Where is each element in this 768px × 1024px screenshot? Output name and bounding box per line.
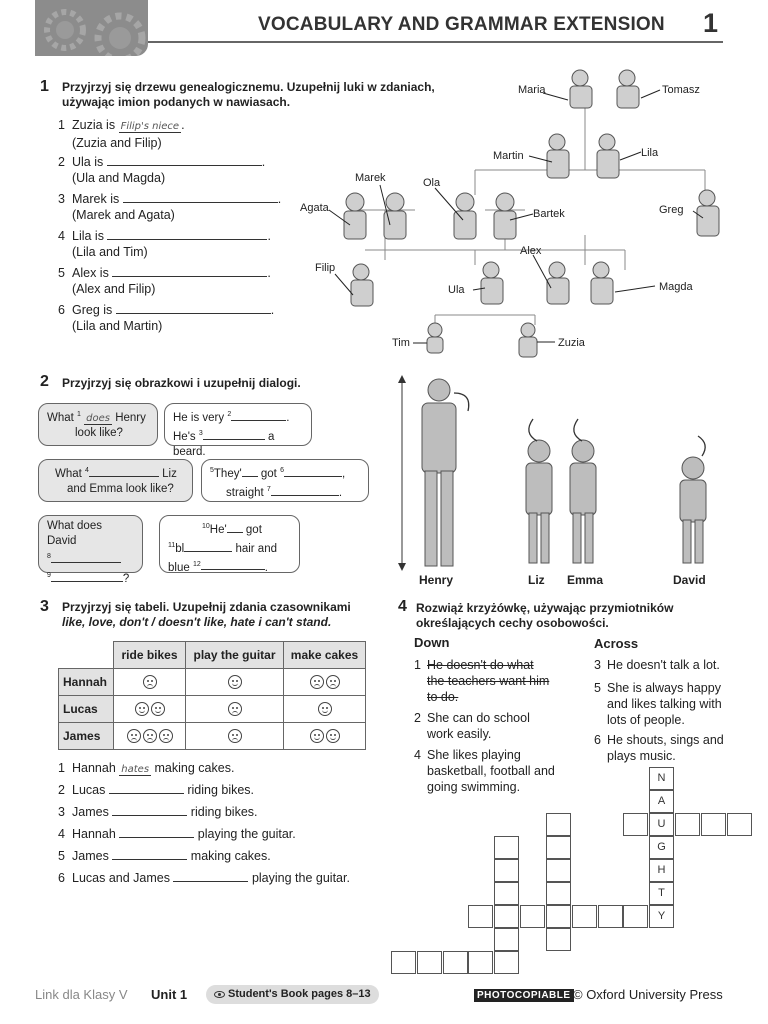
tree-name: Ola bbox=[423, 177, 441, 189]
down-clue: 4 She likes playing basketball, football and going swimming. bbox=[414, 748, 555, 794]
ex3-item: 6 Lucas and James playing the guitar. bbox=[58, 871, 350, 885]
answer-blank[interactable] bbox=[107, 154, 262, 166]
crossword-cell[interactable] bbox=[623, 905, 648, 928]
tree-name: Lila bbox=[641, 147, 659, 159]
answer-blank[interactable] bbox=[242, 465, 258, 477]
answer-example: Filip's niece bbox=[120, 121, 180, 132]
ex1-sentences bbox=[58, 117, 298, 339]
sad-face-icon bbox=[326, 675, 340, 689]
speech-bubble: $^{10}$He' got $^{11}$bl hair and blue $^{12}$ . bbox=[159, 515, 300, 573]
crossword-cell[interactable] bbox=[520, 905, 545, 928]
ex3-sentences bbox=[58, 760, 378, 892]
crossword-cell[interactable] bbox=[623, 813, 648, 836]
answer-blank[interactable] bbox=[203, 428, 265, 440]
answer-blank[interactable] bbox=[284, 465, 342, 477]
col-header: ride bikes bbox=[114, 642, 186, 669]
speech-bubble: He is very $^2$ . He's $^3$ a beard. bbox=[164, 403, 312, 446]
table-row: James bbox=[59, 723, 366, 750]
eye-icon bbox=[214, 991, 225, 998]
gear-icon bbox=[35, 0, 148, 56]
crossword-cell[interactable] bbox=[494, 836, 519, 859]
happy-face-icon bbox=[310, 729, 324, 743]
tree-name: Magda bbox=[659, 281, 693, 293]
answer-blank[interactable] bbox=[109, 782, 184, 794]
answer-blank[interactable] bbox=[107, 228, 267, 240]
col-header: make cakes bbox=[284, 642, 366, 669]
crossword-cell[interactable] bbox=[417, 951, 442, 974]
tree-name: Filip bbox=[315, 262, 336, 274]
ex1-number: 1 bbox=[40, 78, 49, 95]
unit-number: 1 bbox=[703, 8, 719, 38]
person-name: David bbox=[673, 573, 706, 587]
ex3-item: 2 Lucas riding bikes. bbox=[58, 783, 255, 797]
ex1-item: 3 Marek is . (Marek and Agata) bbox=[58, 192, 282, 222]
tree-name: Greg bbox=[659, 204, 684, 216]
crossword-cell[interactable] bbox=[675, 813, 700, 836]
answer-blank[interactable] bbox=[201, 558, 265, 570]
header-gear-tab bbox=[35, 0, 148, 56]
sad-face-icon bbox=[228, 729, 242, 743]
tree-name: Tim bbox=[392, 337, 410, 349]
sad-face-icon bbox=[143, 729, 157, 743]
speech-bubble: $^5$They' got $^6$ , straight $^7$ . bbox=[201, 459, 369, 502]
col-header: play the guitar bbox=[186, 642, 284, 669]
answer-blank[interactable] bbox=[119, 826, 194, 838]
down-clue: 1 He doesn't do what the teachers want him to do. bbox=[414, 658, 550, 704]
tree-name: Bartek bbox=[533, 208, 565, 220]
person-name: Liz bbox=[528, 573, 545, 587]
across-heading: Across bbox=[594, 636, 639, 651]
publisher: © Oxford University Press bbox=[573, 987, 723, 1002]
answer-blank[interactable] bbox=[231, 409, 286, 421]
crossword-cell[interactable]: H bbox=[649, 859, 674, 882]
ex1-item: 5 Alex is . (Alex and Filip) bbox=[58, 266, 271, 296]
sad-face-icon bbox=[310, 675, 324, 689]
crossword-cell[interactable]: G bbox=[649, 836, 674, 859]
sad-face-icon bbox=[159, 729, 173, 743]
ex1-item: 1 Zuzia is Filip's niece . (Zuzia and Filip) bbox=[58, 118, 185, 150]
tree-name: Marek bbox=[355, 172, 386, 184]
tree-name: Maria bbox=[518, 84, 546, 96]
crossword-cell[interactable] bbox=[546, 836, 571, 859]
person-name: Henry bbox=[419, 573, 454, 587]
footer-unit: Unit 1 bbox=[151, 987, 188, 1002]
answer-blank[interactable] bbox=[51, 570, 123, 582]
happy-face-icon bbox=[151, 702, 165, 716]
happy-face-icon bbox=[326, 729, 340, 743]
crossword-cell[interactable] bbox=[598, 905, 623, 928]
table-row: Hannah bbox=[59, 669, 366, 696]
people-illustration bbox=[392, 373, 732, 573]
crossword-cell[interactable]: A bbox=[649, 790, 674, 813]
answer-blank[interactable] bbox=[271, 484, 339, 496]
sad-face-icon bbox=[228, 702, 242, 716]
ex2-number: 2 bbox=[40, 373, 49, 390]
tree-name: Tomasz bbox=[662, 84, 700, 96]
speech-bubble: What $^1$ does Henry look like? bbox=[38, 403, 158, 446]
tree-name: Agata bbox=[300, 202, 329, 214]
crossword-cell[interactable] bbox=[546, 905, 571, 928]
crossword-cell[interactable] bbox=[546, 928, 571, 951]
ex3-item: 3 James riding bikes. bbox=[58, 805, 258, 819]
answer-blank[interactable] bbox=[89, 465, 159, 477]
answer-blank[interactable] bbox=[112, 265, 267, 277]
across-clue: 6 He shouts, sings and plays music. bbox=[594, 733, 724, 763]
ex1-instruction: Przyjrzyj się drzewu genealogicznemu. Uzupełnij luki w zdaniach, używając imion podanych w nawiasach. bbox=[62, 80, 435, 109]
tree-name: Alex bbox=[520, 245, 542, 257]
page-title: VOCABULARY AND GRAMMAR EXTENSION bbox=[258, 14, 665, 35]
crossword-cell[interactable] bbox=[546, 882, 571, 905]
sad-face-icon bbox=[143, 675, 157, 689]
preferences-table bbox=[58, 641, 366, 750]
course-name: Link dla Klasy V bbox=[35, 987, 128, 1002]
crossword-cell[interactable] bbox=[468, 951, 493, 974]
answer-blank[interactable] bbox=[116, 302, 271, 314]
answer-blank[interactable] bbox=[51, 551, 121, 563]
across-clue: 5 She is always happy and likes talking with lots of people. bbox=[594, 681, 722, 727]
crossword-cell[interactable] bbox=[727, 813, 752, 836]
title-rule bbox=[148, 41, 723, 43]
ex1-item: 2 Ula is . (Ula and Magda) bbox=[58, 155, 266, 185]
crossword-cell[interactable] bbox=[494, 928, 519, 951]
crossword-cell[interactable]: Y bbox=[649, 905, 674, 928]
crossword-cell[interactable] bbox=[494, 859, 519, 882]
happy-face-icon bbox=[318, 702, 332, 716]
answer-example: hates bbox=[121, 764, 150, 775]
tree-name: Martin bbox=[493, 150, 524, 162]
down-clue: 2 She can do school work easily. bbox=[414, 711, 530, 741]
photocopiable-badge: PHOTOCOPIABLE bbox=[474, 989, 574, 1002]
ex1-item: 6 Greg is . (Lila and Martin) bbox=[58, 303, 275, 333]
crossword-cell[interactable] bbox=[494, 905, 519, 928]
down-heading: Down bbox=[414, 635, 450, 650]
ex4-number: 4 bbox=[398, 598, 407, 615]
answer-blank[interactable] bbox=[112, 804, 187, 816]
crossword-cell[interactable] bbox=[546, 859, 571, 882]
ex3-number: 3 bbox=[40, 598, 49, 615]
person-name: Emma bbox=[567, 573, 604, 587]
tree-name: Ula bbox=[448, 284, 465, 296]
ex3-item: 5 James making cakes. bbox=[58, 849, 271, 863]
answer-blank[interactable] bbox=[123, 191, 278, 203]
sb-pages-badge: Student's Book pages 8–13 bbox=[206, 985, 379, 1004]
speech-bubble: What $^4$ Liz and Emma look like? bbox=[38, 459, 193, 502]
ex2-instruction: Przyjrzyj się obrazkowi i uzupełnij dialogi. bbox=[62, 376, 301, 390]
tree-name: Zuzia bbox=[558, 337, 585, 349]
answer-example: does bbox=[86, 412, 110, 424]
ex4-instruction: Rozwiąż krzyżówkę, używając przymiotników określających cechy osobowości. bbox=[416, 601, 674, 630]
crossword-cell[interactable] bbox=[701, 813, 726, 836]
answer-blank[interactable] bbox=[173, 870, 248, 882]
crossword-cell[interactable] bbox=[546, 813, 571, 836]
happy-face-icon bbox=[228, 675, 242, 689]
across-clue: 3 He doesn't talk a lot. bbox=[594, 658, 720, 672]
happy-face-icon bbox=[135, 702, 149, 716]
answer-blank[interactable] bbox=[227, 521, 243, 533]
crossword-cell[interactable] bbox=[391, 951, 416, 974]
crossword-cell[interactable] bbox=[494, 882, 519, 905]
answer-blank[interactable] bbox=[112, 848, 187, 860]
ex3-instruction: Przyjrzyj się tabeli. Uzupełnij zdania czasownikami like, love, don't / doesn't like, hate i can't stand. bbox=[62, 600, 351, 629]
crossword-cell[interactable] bbox=[443, 951, 468, 974]
ex1-item: 4 Lila is . (Lila and Tim) bbox=[58, 229, 271, 259]
crossword-cell[interactable] bbox=[572, 905, 597, 928]
sad-face-icon bbox=[127, 729, 141, 743]
crossword-cell[interactable]: U bbox=[649, 813, 674, 836]
crossword-cell[interactable]: N bbox=[649, 767, 674, 790]
answer-blank[interactable] bbox=[184, 540, 232, 552]
ex3-item: 1 Hannah hates making cakes. bbox=[58, 761, 235, 775]
crossword-cell[interactable] bbox=[494, 951, 519, 974]
crossword-cell[interactable] bbox=[468, 905, 493, 928]
crossword-cell[interactable]: T bbox=[649, 882, 674, 905]
table-row: Lucas bbox=[59, 696, 366, 723]
speech-bubble: What does David $^8$ $^9$ ? bbox=[38, 515, 143, 573]
ex3-item: 4 Hannah playing the guitar. bbox=[58, 827, 296, 841]
